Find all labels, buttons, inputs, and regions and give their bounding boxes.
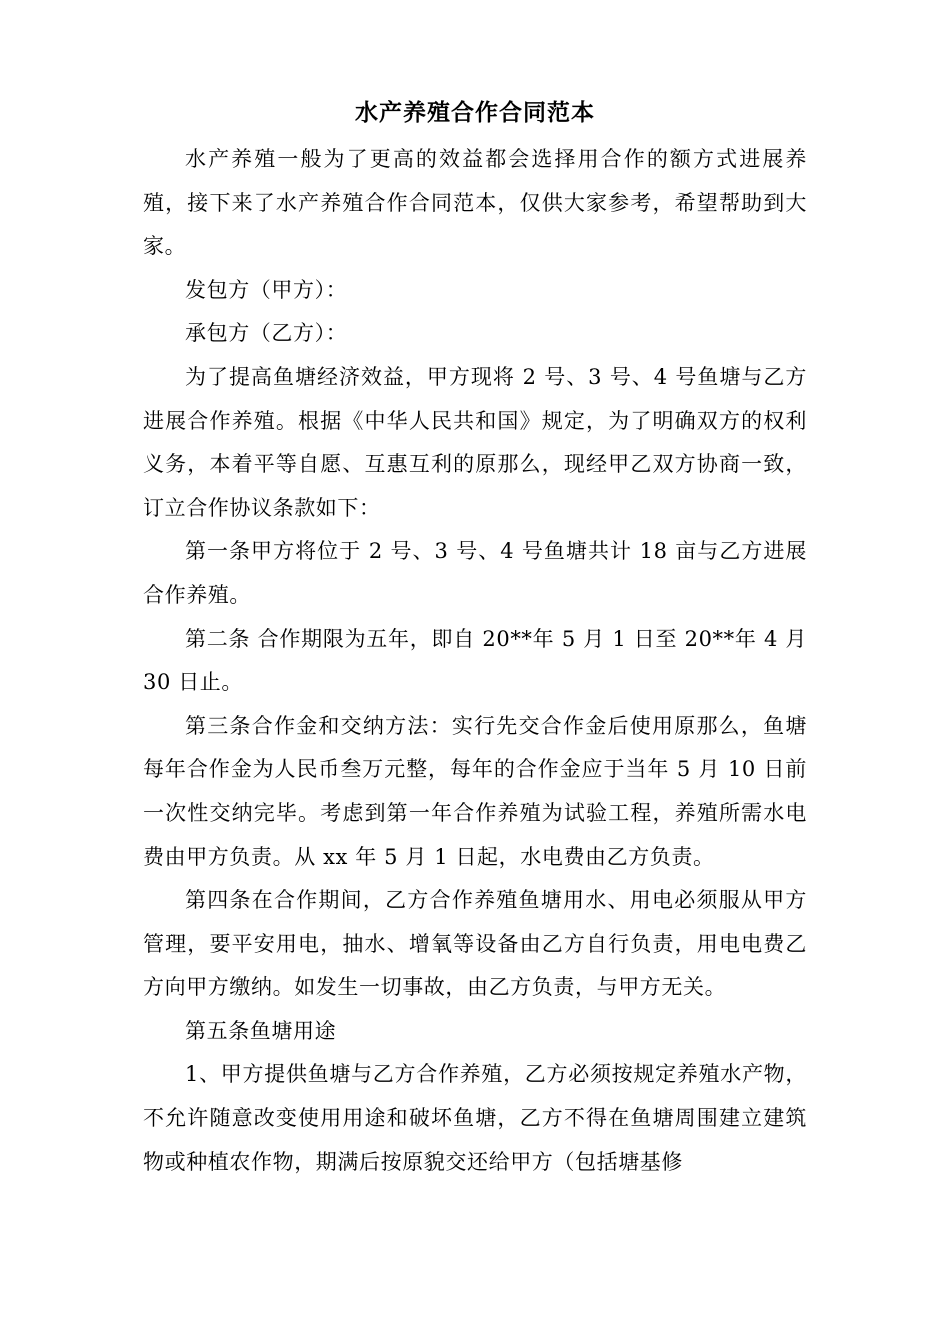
paragraph-preamble: 为了提高鱼塘经济效益，甲方现将 2 号、3 号、4 号鱼塘与乙方进展合作养殖。根据《中华人民共和国》规定，为了明确双方的权利义务，本着平等自愿、互惠互利的原那么，现经甲乙双方协商一致，订立合作协议条款如下： (143, 364, 807, 520)
paragraph-article-5-item-1: 1、甲方提供鱼塘与乙方合作养殖，乙方必须按规定养殖水产物，不允许随意改变使用用途和破坏鱼塘，乙方不得在鱼塘周围建立建筑物或种植农作物，期满后按原貌交还给甲方（包括塘基修 (143, 1062, 807, 1174)
paragraph-article-5-heading: 第五条鱼塘用途 (185, 1018, 337, 1043)
paragraph-intro: 水产养殖一般为了更高的效益都会选择用合作的额方式进展养殖，接下来了水产养殖合作合同范本，仅供大家参考，希望帮助到大家。 (143, 147, 807, 259)
paragraph-article-2: 第二条 合作期限为五年，即自 20**年 5 月 1 日至 20**年 4 月 30 日止。 (143, 626, 807, 695)
document-title: 水产养殖合作合同范本 (355, 100, 595, 126)
paragraph-article-4: 第四条在合作期间，乙方合作养殖鱼塘用水、用电必须服从甲方管理，要平安用电，抽水、增氧等设备由乙方自行负责，用电电费乙方向甲方缴纳。如发生一切事故，由乙方负责，与甲方无关。 (143, 888, 807, 1000)
paragraph-party-a: 发包方（甲方）： (185, 277, 348, 302)
paragraph-article-1: 第一条甲方将位于 2 号、3 号、4 号鱼塘共计 18 亩与乙方进展合作养殖。 (143, 539, 807, 607)
paragraph-party-b: 承包方（乙方）： (185, 321, 348, 346)
document-body (143, 138, 807, 1184)
paragraph-article-3: 第三条合作金和交纳方法：实行先交合作金后使用原那么，鱼塘每年合作金为人民币叁万元整，每年的合作金应于当年 5 月 10 日前一次性交纳完毕。考虑到第一年合作养殖为试验工程，养殖所需水电费由甲方负责。从 xx 年 5 月 1 日起，水电费由乙方负责。 (143, 713, 807, 869)
